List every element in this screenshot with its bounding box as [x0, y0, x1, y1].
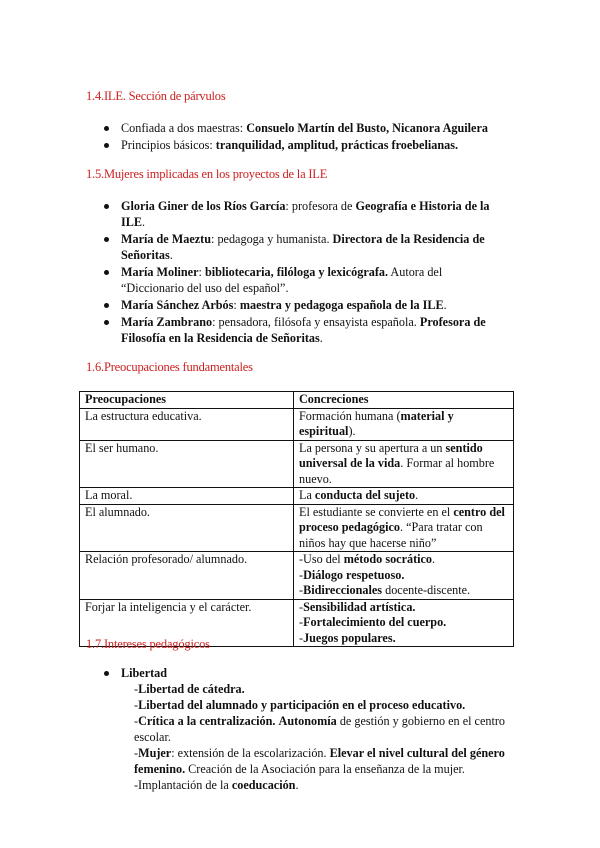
bold-text: Diálogo respetuoso. [303, 567, 405, 582]
table-cell-concrecion [294, 504, 514, 552]
bold-text: sentido universal de la vida [299, 440, 483, 470]
text-run: - [299, 630, 304, 645]
bold-text: Mujer [138, 746, 172, 760]
table-cell-preocupacion: La estructura educativa. [80, 408, 294, 440]
text-run: - [299, 567, 304, 582]
text-run: . [415, 488, 419, 502]
text-run: -Uso del [299, 552, 344, 566]
table-cell-preocupacion: Forjar la inteligencia y el carácter. [80, 599, 294, 647]
list-item: Confiada a dos maestras: Consuelo Martín del Busto, Nicanora Aguilera [86, 120, 506, 136]
libertad-line [86, 697, 516, 713]
list-item: Gloria Giner de los Ríos García: profesora de Geografía e Historia de la ILE. [86, 198, 506, 230]
bullet-icon [104, 204, 109, 209]
section-heading-1-6: 1.6.Preocupaciones fundamentales [86, 360, 253, 374]
list-item: Libertad [86, 665, 516, 681]
column-header-preocupaciones: Preocupaciones [80, 392, 294, 409]
list-item: María Sánchez Arbós: maestra y pedagoga española de la ILE. [86, 297, 506, 313]
section-heading-1-7: 1.7.Intereses pedagógicos [86, 637, 210, 651]
bold-text: conducta del sujeto [314, 488, 416, 502]
bullet-icon [104, 320, 109, 325]
table-row [80, 504, 514, 552]
text-run: Formación humana ( [299, 408, 401, 423]
bullet-icon [104, 671, 109, 676]
bold-text: Bidireccionales [303, 583, 383, 597]
text-run: . Formar al hombre nuevo. [299, 456, 495, 486]
text-run: - [299, 615, 304, 629]
table-cell-concrecion [294, 440, 514, 488]
text-run: : extensión de la escolarización. [171, 746, 330, 760]
bold-text: Crítica a la centralización. [138, 714, 276, 728]
section-heading-1-5: 1.5.Mujeres implicadas en los proyectos de la ILE [86, 167, 328, 181]
list-item: María Zambrano: pensadora, filósofa y ensayista española. Profesora de Filosofía en la Residencia de Señoritas. [86, 314, 506, 346]
text-run: - [134, 682, 139, 696]
text-run: . [432, 552, 436, 566]
text-run: de gestión y gobierno en el centro escolar. [134, 714, 505, 744]
table-row [80, 408, 514, 440]
list-item: Principios básicos: tranquilidad, amplitud, prácticas froebelianas. [86, 137, 506, 153]
text-run: . “Para tratar con niños hay que hacerse niño” [299, 520, 483, 550]
libertad-line [86, 681, 516, 697]
bold-text: Elevar el nivel cultural del género femenino. [134, 746, 505, 776]
libertad-line [86, 745, 516, 777]
text-run: docente-discente. [382, 583, 471, 597]
bold-text: Sensibilidad artística. [303, 599, 416, 614]
text-run: El estudiante se convierte en el [299, 504, 454, 519]
table-row [80, 488, 514, 505]
text-run: - [134, 746, 139, 760]
bold-text: Fortalecimiento del cuerpo. [303, 615, 447, 629]
bold-text: material y espiritual [299, 408, 454, 438]
table-cell-concrecion [294, 408, 514, 440]
libertad-line [86, 713, 516, 745]
libertad-block [86, 665, 516, 793]
text-run: La persona y su apertura a un [299, 440, 446, 455]
bold-text: coeducación [231, 778, 296, 792]
table-row [80, 552, 514, 600]
text-run: - [299, 583, 304, 597]
list-item: María de Maeztu: pedagoga y humanista. Directora de la Residencia de Señoritas. [86, 231, 506, 263]
text-run: - [134, 698, 139, 712]
bullet-list-1-4 [86, 120, 506, 154]
table-row [80, 440, 514, 488]
bold-text: Libertad del alumnado y participación en el proceso educativo. [138, 698, 466, 712]
table-cell-preocupacion: El alumnado. [80, 504, 294, 552]
bullet-icon [104, 303, 109, 308]
text-run: La [299, 488, 315, 502]
libertad-lines [86, 681, 516, 793]
table-cell-concrecion [294, 599, 514, 647]
bullet-list-1-5 [86, 198, 506, 347]
list-item: María Moliner: bibliotecaria, filóloga y lexicógrafa. Autora del “Diccionario del uso del español”. [86, 264, 506, 296]
section-heading-1-4: 1.4.ILE. Sección de párvulos [86, 89, 226, 103]
table-cell-concrecion [294, 488, 514, 505]
table-cell-preocupacion: Relación profesorado/ alumnado. [80, 552, 294, 600]
bullet-icon [104, 143, 109, 148]
concerns-table [79, 391, 514, 647]
bullet-icon [104, 126, 109, 131]
column-header-concreciones: Concreciones [294, 392, 514, 409]
bold-text: Juegos populares. [303, 630, 396, 645]
bullet-icon [104, 270, 109, 275]
table-cell-concrecion [294, 552, 514, 600]
table-header-row [80, 392, 514, 409]
bullet-icon [104, 237, 109, 242]
bold-text: método socrático [343, 552, 433, 566]
text-run: - [134, 714, 139, 728]
libertad-line [86, 777, 516, 793]
text-run: . [295, 778, 299, 792]
bold-text: centro del proceso pedagógico [299, 504, 505, 534]
table-cell-preocupacion: El ser humano. [80, 440, 294, 488]
bold-text: Autonomía [278, 714, 337, 728]
text-run: ). [348, 424, 356, 438]
bold-text: Libertad de cátedra. [138, 682, 245, 696]
text-run: Creación de la Asociación para la enseñanza de la mujer. [185, 762, 465, 776]
table-cell-preocupacion: La moral. [80, 488, 294, 505]
text-run: -Implantación de la [134, 778, 232, 792]
text-run: - [299, 599, 304, 614]
